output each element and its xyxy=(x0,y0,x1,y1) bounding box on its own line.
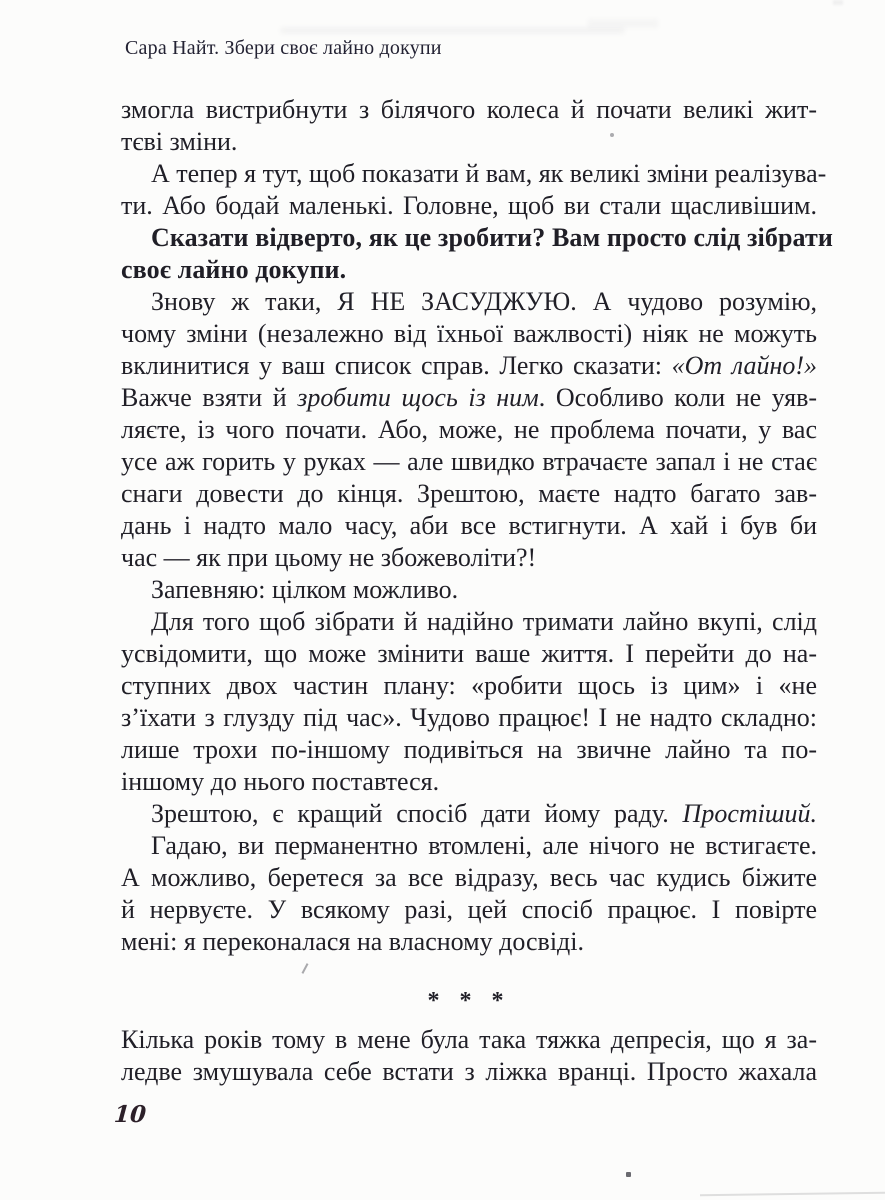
text-segment: Простіший. xyxy=(682,799,817,828)
paragraph xyxy=(121,222,833,286)
text-line xyxy=(121,350,817,382)
text-segment: усвідомити, що може змінити ваше життя. І перейти до на- xyxy=(121,639,817,668)
text-line xyxy=(121,414,817,446)
text-line xyxy=(121,286,817,318)
text-line xyxy=(121,830,817,862)
text-line xyxy=(121,798,817,830)
paragraph xyxy=(121,574,817,606)
scan-artifact xyxy=(833,0,843,5)
text-segment: ступних двох частин плану: «робити щось із цим» і «не xyxy=(121,671,817,700)
text-line xyxy=(121,702,817,734)
text-segment: час — як при цьому не збожеволіти?! xyxy=(121,543,537,572)
paragraph xyxy=(121,1024,817,1088)
scan-artifact xyxy=(626,1172,631,1177)
text-segment: тєві зміни. xyxy=(121,127,238,156)
text-segment: Важче взяти й xyxy=(121,383,298,412)
text-line xyxy=(121,158,827,190)
text-line xyxy=(121,190,817,222)
section-break xyxy=(121,980,817,1012)
text-segment: Сказати відверто, як це зробити? Вам просто слід зібрати xyxy=(151,223,833,252)
scan-artifact xyxy=(280,27,625,34)
text-line xyxy=(121,222,833,254)
text-line xyxy=(121,510,817,542)
text-segment: усе аж горить у руках — але швидко втрачаєте запал і не стає xyxy=(121,447,817,476)
scan-artifact xyxy=(610,133,614,137)
text-segment: ти. Або бодай маленькі. Головне, щоб ви стали щасливішим. xyxy=(121,191,817,220)
text-segment: чому зміни (незалежно від їхньої важлвості) ніяк не можуть xyxy=(121,319,817,348)
text-segment: Зрештою, є кращий спосіб дати йому раду. xyxy=(151,799,683,828)
text-segment: змогла вистрибнути з білячого колеса й почати великі жит- xyxy=(121,95,817,124)
text-segment: й нервуєте. У всякому разі, цей спосіб працює. І повірте xyxy=(121,895,817,924)
text-segment: іншому до нього поставтеся. xyxy=(121,767,440,796)
text-line xyxy=(121,1024,817,1056)
text-segment: зробити щось із ним xyxy=(297,383,539,412)
text-segment: ледве змушувала себе встати з ліжка вранці. Просто жахала xyxy=(121,1057,817,1086)
text-line xyxy=(121,446,817,478)
paragraph xyxy=(121,830,817,958)
paragraph xyxy=(121,798,817,830)
paragraph xyxy=(121,94,817,158)
text-line xyxy=(121,574,817,606)
text-segment: «От лайно!» xyxy=(671,351,817,380)
page-number: 10 xyxy=(113,1101,147,1128)
text-segment: снаги довести до кінця. Зрештою, маєте надто багато зав- xyxy=(121,479,817,508)
text-line xyxy=(121,1056,817,1088)
text-line xyxy=(121,862,817,894)
text-segment: . Особливо коли не уяв- xyxy=(538,383,818,412)
text-line xyxy=(121,126,817,158)
text-segment: лише трохи по-іншому подивіться на звичне лайно та по- xyxy=(121,735,817,764)
scan-artifact xyxy=(700,1192,885,1197)
text-segment: А можливо, беретеся за все відразу, весь час кудись біжите xyxy=(121,863,817,892)
text-line xyxy=(121,926,817,958)
text-line xyxy=(121,606,817,638)
text-segment: мені: я переконалася на власному досвіді. xyxy=(121,927,584,956)
text-segment: з’їхати з глузду під час». Чудово працює! І не надто складно: xyxy=(121,703,817,732)
paragraph xyxy=(121,286,817,574)
section-break-asterisks: * * * xyxy=(427,988,511,1014)
text-segment: вклинитися у ваш список справ. Легко сказати: xyxy=(121,351,672,380)
text-segment: Запевняю: цілком можливо. xyxy=(151,575,459,604)
text-segment: А тепер я тут, щоб показати й вам, як великі зміни реалізува- xyxy=(151,159,827,188)
text-line xyxy=(121,638,817,670)
paragraph xyxy=(121,606,817,798)
text-segment: дань і надто мало часу, аби все встигнути. А хай і був би xyxy=(121,511,817,540)
text-line xyxy=(121,734,817,766)
text-line xyxy=(121,478,817,510)
text-segment: Знову ж таки, Я НЕ ЗАСУДЖУЮ. А чудово розумію, xyxy=(151,287,817,316)
page-body xyxy=(121,94,833,1088)
text-line xyxy=(121,670,817,702)
text-segment: Кілька років тому в мене була така тяжка депресія, що я за- xyxy=(121,1025,817,1054)
paragraph xyxy=(121,158,827,222)
text-segment: Для того щоб зібрати й надійно тримати лайно вкупі, слід xyxy=(151,607,817,636)
running-header: Сара Найт. Збери своє лайно докупи xyxy=(125,37,442,59)
text-line xyxy=(121,318,817,350)
text-segment: ляєте, із чого почати. Або, може, не проблема почати, у вас xyxy=(121,415,817,444)
text-segment: Гадаю, ви перманентно втомлені, але нічого не встигаєте. xyxy=(151,831,817,860)
text-segment: своє лайно докупи. xyxy=(121,255,347,284)
text-line xyxy=(121,542,817,574)
text-line xyxy=(121,766,817,798)
text-line xyxy=(121,894,817,926)
text-line xyxy=(121,94,817,126)
text-line xyxy=(121,382,817,414)
scan-artifact xyxy=(588,19,658,28)
text-line xyxy=(121,254,817,286)
